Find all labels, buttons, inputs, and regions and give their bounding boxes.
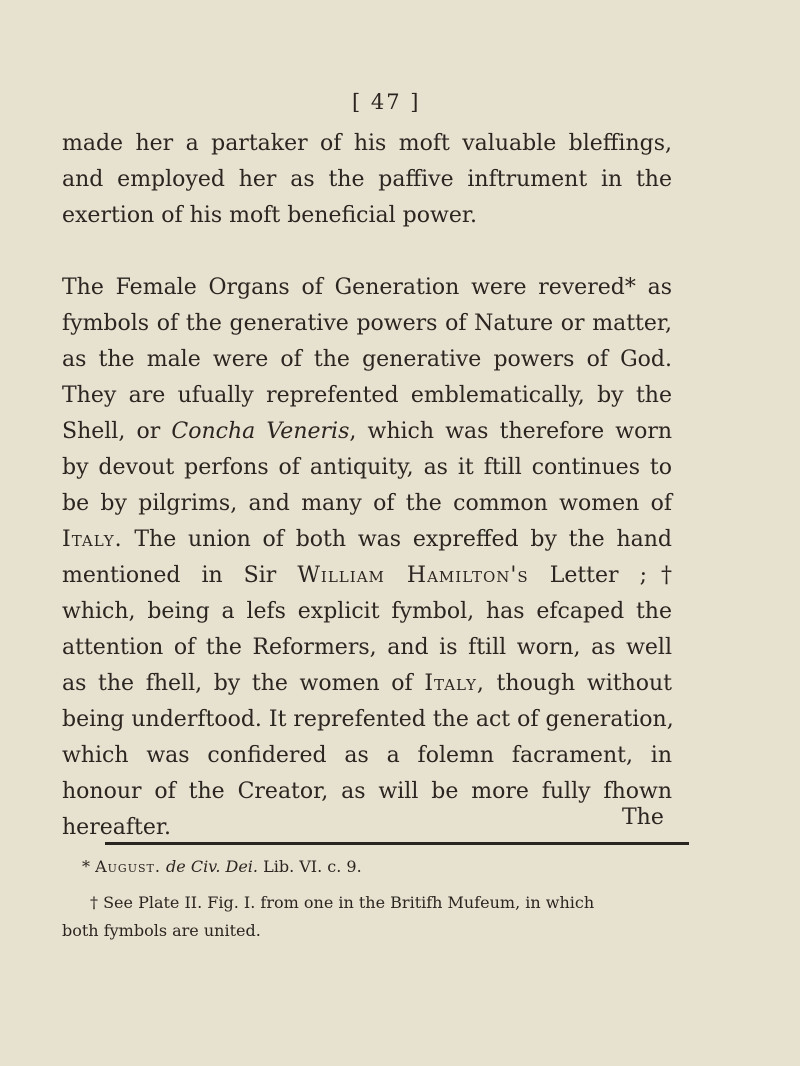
paragraph-2-line: be by pilgrims, and many of the common women of — [62, 491, 672, 516]
footnote-mark: * — [82, 857, 96, 876]
paragraph-2-line: fymbols of the generative powers of Nature or matter, — [62, 311, 672, 336]
small-caps-term: Italy, — [424, 671, 485, 696]
footnote-rule — [105, 842, 689, 845]
small-caps-term: William Hamilton's — [297, 563, 529, 588]
paragraph-2-line: as the male were of the generative powers of God. — [62, 347, 672, 372]
paragraph-2-line — [62, 558, 672, 594]
paragraph-2-line — [62, 666, 672, 702]
paragraph-2-line: hereafter. — [62, 815, 171, 840]
footnote-1 — [62, 853, 672, 881]
footnotes — [62, 853, 672, 945]
line-text: Shell, or — [62, 419, 172, 444]
paragraph-1-line: made her a partaker of his moft valuable bleffings, — [62, 131, 672, 156]
paragraph-2-line — [62, 414, 672, 450]
italic-term: Concha Veneris — [171, 419, 350, 444]
body-text — [62, 126, 672, 846]
paragraph-2-line: which, being a lefs explicit fymbol, has efcaped the — [62, 599, 672, 624]
page-number: [ 47 ] — [352, 90, 421, 114]
paragraph-2-line: They are ufually reprefented emblematically, by the — [62, 383, 672, 408]
line-text: though without — [484, 671, 672, 696]
paragraph-2-line: The Female Organs of Generation were revered* as — [62, 275, 672, 300]
footnote-2-continued: both fymbols are united. — [62, 921, 261, 940]
line-text: The union of both was expreffed by the hand — [122, 527, 672, 552]
paragraph-1-line: exertion of his moft beneficial power. — [62, 203, 477, 228]
line-text: Letter ;† — [528, 563, 672, 588]
paragraph-2-line: attention of the Reformers, and is ftill worn, as well — [62, 635, 672, 660]
footnote-2: † See Plate II. Fig. I. from one in the Britifh Mufeum, in which — [90, 893, 595, 912]
paragraph-2-line: which was confidered as a folemn facrament, in — [62, 743, 672, 768]
paragraph-1-line: and employed her as the paffive inftrument in the — [62, 167, 672, 192]
catchword: The — [622, 805, 664, 830]
small-caps-term: Italy. — [62, 527, 123, 552]
line-text: as the fhell, by the women of — [62, 671, 425, 696]
paragraph-2-line — [62, 522, 672, 558]
footnote-title: de Civ. Dei. — [160, 857, 258, 876]
footnote-author: August. — [95, 857, 161, 876]
footnote-ref: Lib. VI. c. 9. — [258, 857, 362, 876]
paragraph-2-line: by devout perfons of antiquity, as it ftill continues to — [62, 455, 672, 480]
line-text: mentioned in Sir — [62, 563, 298, 588]
paragraph-gap — [62, 234, 672, 270]
paragraph-2-line: being underftood. It reprefented the act of generation, — [62, 707, 674, 732]
line-text: , which was therefore worn — [349, 419, 673, 444]
paragraph-2-line: honour of the Creator, as will be more fully fhown — [62, 779, 672, 804]
